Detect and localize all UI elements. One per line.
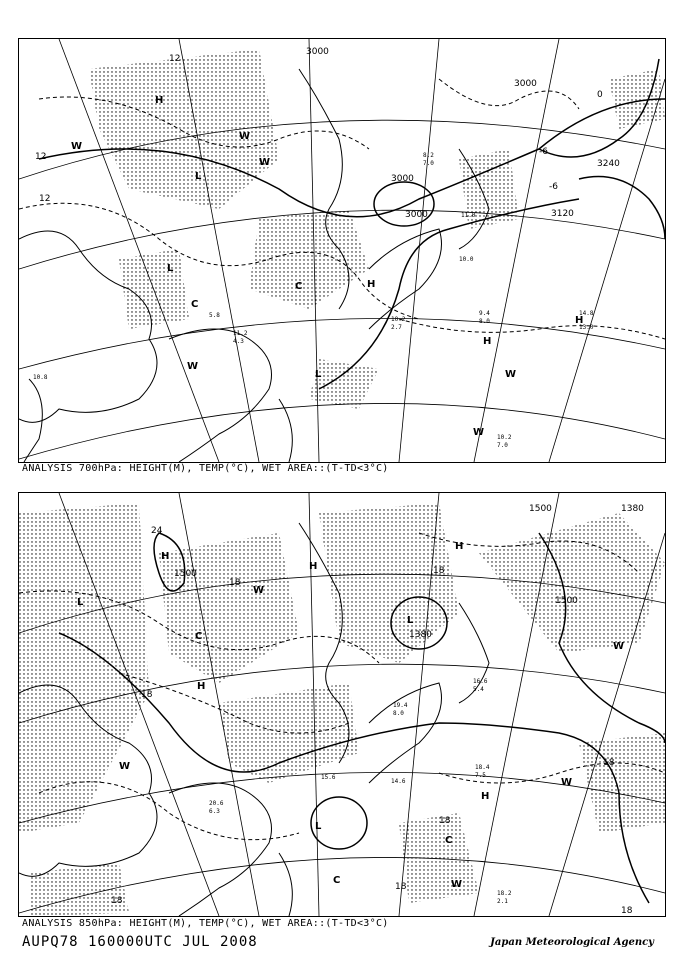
contour-label: 3000 [306,47,329,57]
center-mark: C [333,875,341,886]
wet-areas-top [89,49,665,409]
temp-label: 18 [141,690,153,700]
center-mark: H [309,561,318,572]
contour-label: 3000 [391,174,414,184]
caption-850hpa: ANALYSIS 850hPa: HEIGHT(M), TEMP(°C), WET AREA::(T-TD<3°C) [22,918,389,929]
contour-label: 1500 [529,504,552,514]
map-700hpa [18,38,666,463]
station-value: 7.0 [423,160,434,167]
temp-label: 18 [439,816,451,826]
center-mark: L [407,615,414,626]
center-mark: W [71,141,83,152]
center-mark: W [613,641,625,652]
contour-label: 3240 [597,159,620,169]
temp-label: -6 [539,147,548,157]
temp-label: 18 [395,882,407,892]
center-mark: L [315,369,322,380]
center-mark: W [561,777,573,788]
center-mark: C [445,835,453,846]
station-value: 7.0 [497,442,508,449]
temp-label: 18 [603,758,615,768]
station-value: 5.8 [209,312,220,319]
station-value: 9.4 [479,310,490,317]
center-mark: L [167,263,174,274]
temp-label: 0 [597,90,603,100]
contour-label: 1380 [621,504,644,514]
center-mark: C [195,631,203,642]
center-mark: W [505,369,517,380]
map-850hpa-svg [19,493,665,916]
chart-code-and-time: AUPQ78 160000UTC JUL 2008 [22,934,258,950]
center-mark: L [195,171,202,182]
station-value: 8.0 [479,318,490,325]
station-value: 8.2 [423,152,434,159]
station-value: 10.2 [497,434,512,441]
station-value: 11.2 [233,330,248,337]
center-mark: W [451,879,463,890]
contour-label: 3000 [514,79,537,89]
station-value: 20.6 [209,800,224,807]
station-value: 16.6 [473,678,488,685]
contour-label: 3000 [405,210,428,220]
center-mark: H [161,551,170,562]
map-850hpa [18,492,666,917]
center-mark: W [473,427,485,438]
center-mark: H [197,681,206,692]
station-value: 4.3 [233,338,244,345]
center-mark: C [295,281,303,292]
contour-label: 1500 [174,569,197,579]
station-value: 14.6 [391,778,406,785]
contour-label: 1500 [555,596,578,606]
contour-label: 3120 [551,209,574,219]
center-mark: W [119,761,131,772]
center-mark: W [259,157,271,168]
center-mark: W [187,361,199,372]
center-mark: H [481,791,490,802]
temp-label: 12 [35,152,47,162]
station-value: 8.0 [393,710,404,717]
center-mark: L [77,597,84,608]
center-mark: W [253,585,265,596]
contour-label: 1380 [409,630,432,640]
center-mark: H [155,95,164,106]
map-700hpa-svg [19,39,665,462]
center-mark: H [367,279,376,290]
station-value: 18.2 [497,890,512,897]
center-mark: W [239,131,251,142]
station-value: 10.2 [391,316,406,323]
temp-label: 18 [433,566,445,576]
station-value: 2.7 [391,324,402,331]
station-value: 10.0 [459,256,474,263]
station-value: 2.1 [497,898,508,905]
center-mark: C [191,299,199,310]
station-value: 10.8 [33,374,48,381]
center-mark: H [483,336,492,347]
station-value: 5.4 [473,686,484,693]
station-value: 19.4 [393,702,408,709]
center-mark: H [575,315,584,326]
temp-label: 12 [39,194,51,204]
center-mark: H [455,541,464,552]
temp-label: 12 [169,54,181,64]
temp-label: 18 [621,906,633,916]
agency-name: Japan Meteorological Agency [490,937,654,948]
center-mark: L [315,821,322,832]
station-value: 14.8 [579,310,594,317]
station-value: 6.3 [209,808,220,815]
caption-700hpa: ANALYSIS 700hPa: HEIGHT(M), TEMP(°C), WET AREA::(T-TD<3°C) [22,463,389,474]
station-value: 7.5 [475,772,486,779]
temp-label: 18 [229,578,241,588]
temp-label: 24 [151,526,163,536]
station-value: 11.0 [461,212,476,219]
station-value: 15.6 [321,774,336,781]
temp-label: 18 [111,896,123,906]
station-value: 18.4 [475,764,490,771]
temp-label: -6 [549,182,558,192]
station-value: 13.0 [579,324,594,331]
